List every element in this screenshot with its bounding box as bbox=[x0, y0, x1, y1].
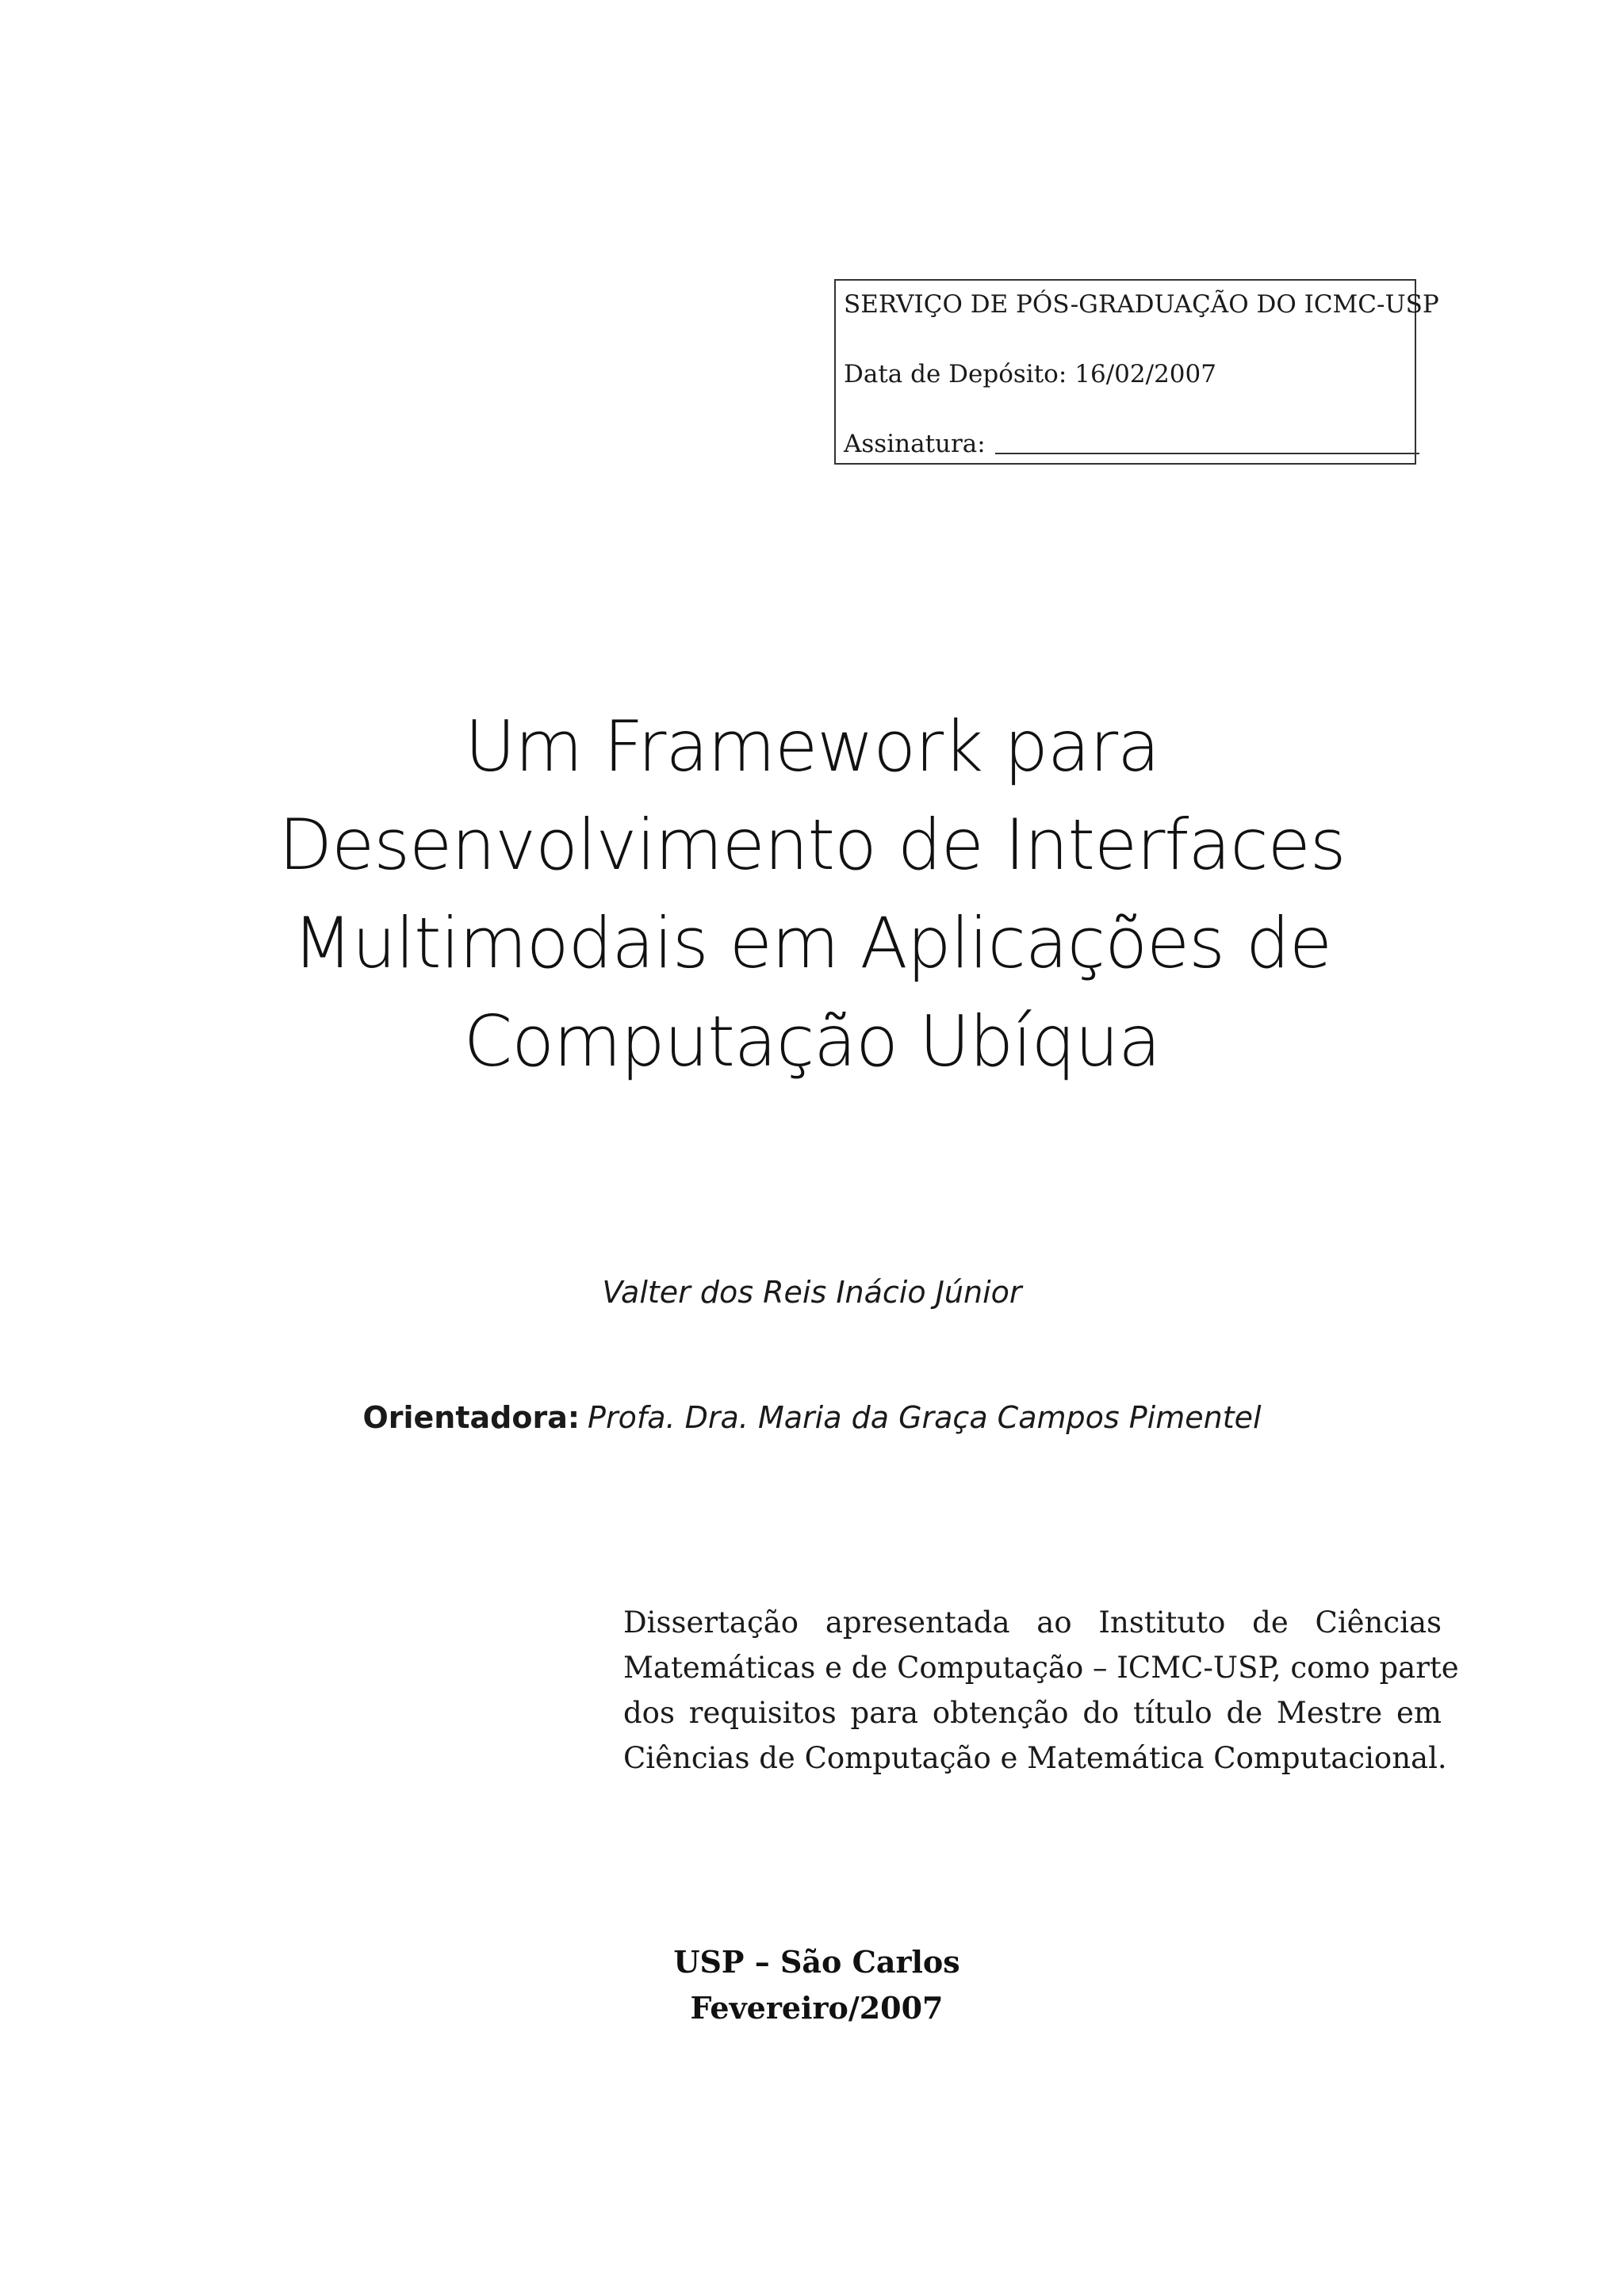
title-line: Multimodais em Aplicações de bbox=[292, 902, 1331, 984]
statement-line: Matemáticas e de Computação – ICMC-USP, como parte bbox=[623, 1651, 1459, 1685]
deposit-date-value: 16/02/2007 bbox=[1074, 360, 1216, 388]
deposit-service: SERVIÇO DE PÓS-GRADUAÇÃO DO ICMC-USP bbox=[844, 290, 1439, 319]
title-line: Computação Ubíqua bbox=[463, 1001, 1161, 1082]
statement-line: Dissertação apresentada ao Instituto de Ciências bbox=[623, 1605, 1442, 1640]
title-line: Desenvolvimento de Interfaces bbox=[278, 804, 1346, 886]
title-line: Um Framework para bbox=[464, 706, 1160, 787]
deposit-date-label: Data de Depósito: bbox=[844, 360, 1067, 388]
advisor bbox=[178, 1400, 1446, 1435]
advisor-label: Orientadora: bbox=[362, 1400, 580, 1435]
thesis-title bbox=[178, 698, 1446, 1091]
advisor-name: Profa. Dra. Maria da Graça Campos Pimentel bbox=[588, 1400, 1262, 1435]
date: Fevereiro/2007 bbox=[690, 1990, 944, 2026]
statement-line: dos requisitos para obtenção do título de Mestre em bbox=[623, 1696, 1442, 1730]
statement-line: Ciências de Computação e Matemática Computacional. bbox=[623, 1741, 1447, 1775]
deposit-signature bbox=[844, 430, 1419, 458]
signature-label: Assinatura: bbox=[844, 430, 986, 458]
deposit-date bbox=[844, 360, 1216, 388]
place: USP – São Carlos bbox=[673, 1944, 960, 1980]
signature-line bbox=[995, 453, 1419, 454]
author-name: Valter dos Reis Inácio Júnior bbox=[602, 1275, 1022, 1310]
place-and-date bbox=[500, 1939, 1134, 2031]
deposit-box bbox=[834, 279, 1439, 465]
dissertation-statement bbox=[623, 1600, 1459, 1781]
